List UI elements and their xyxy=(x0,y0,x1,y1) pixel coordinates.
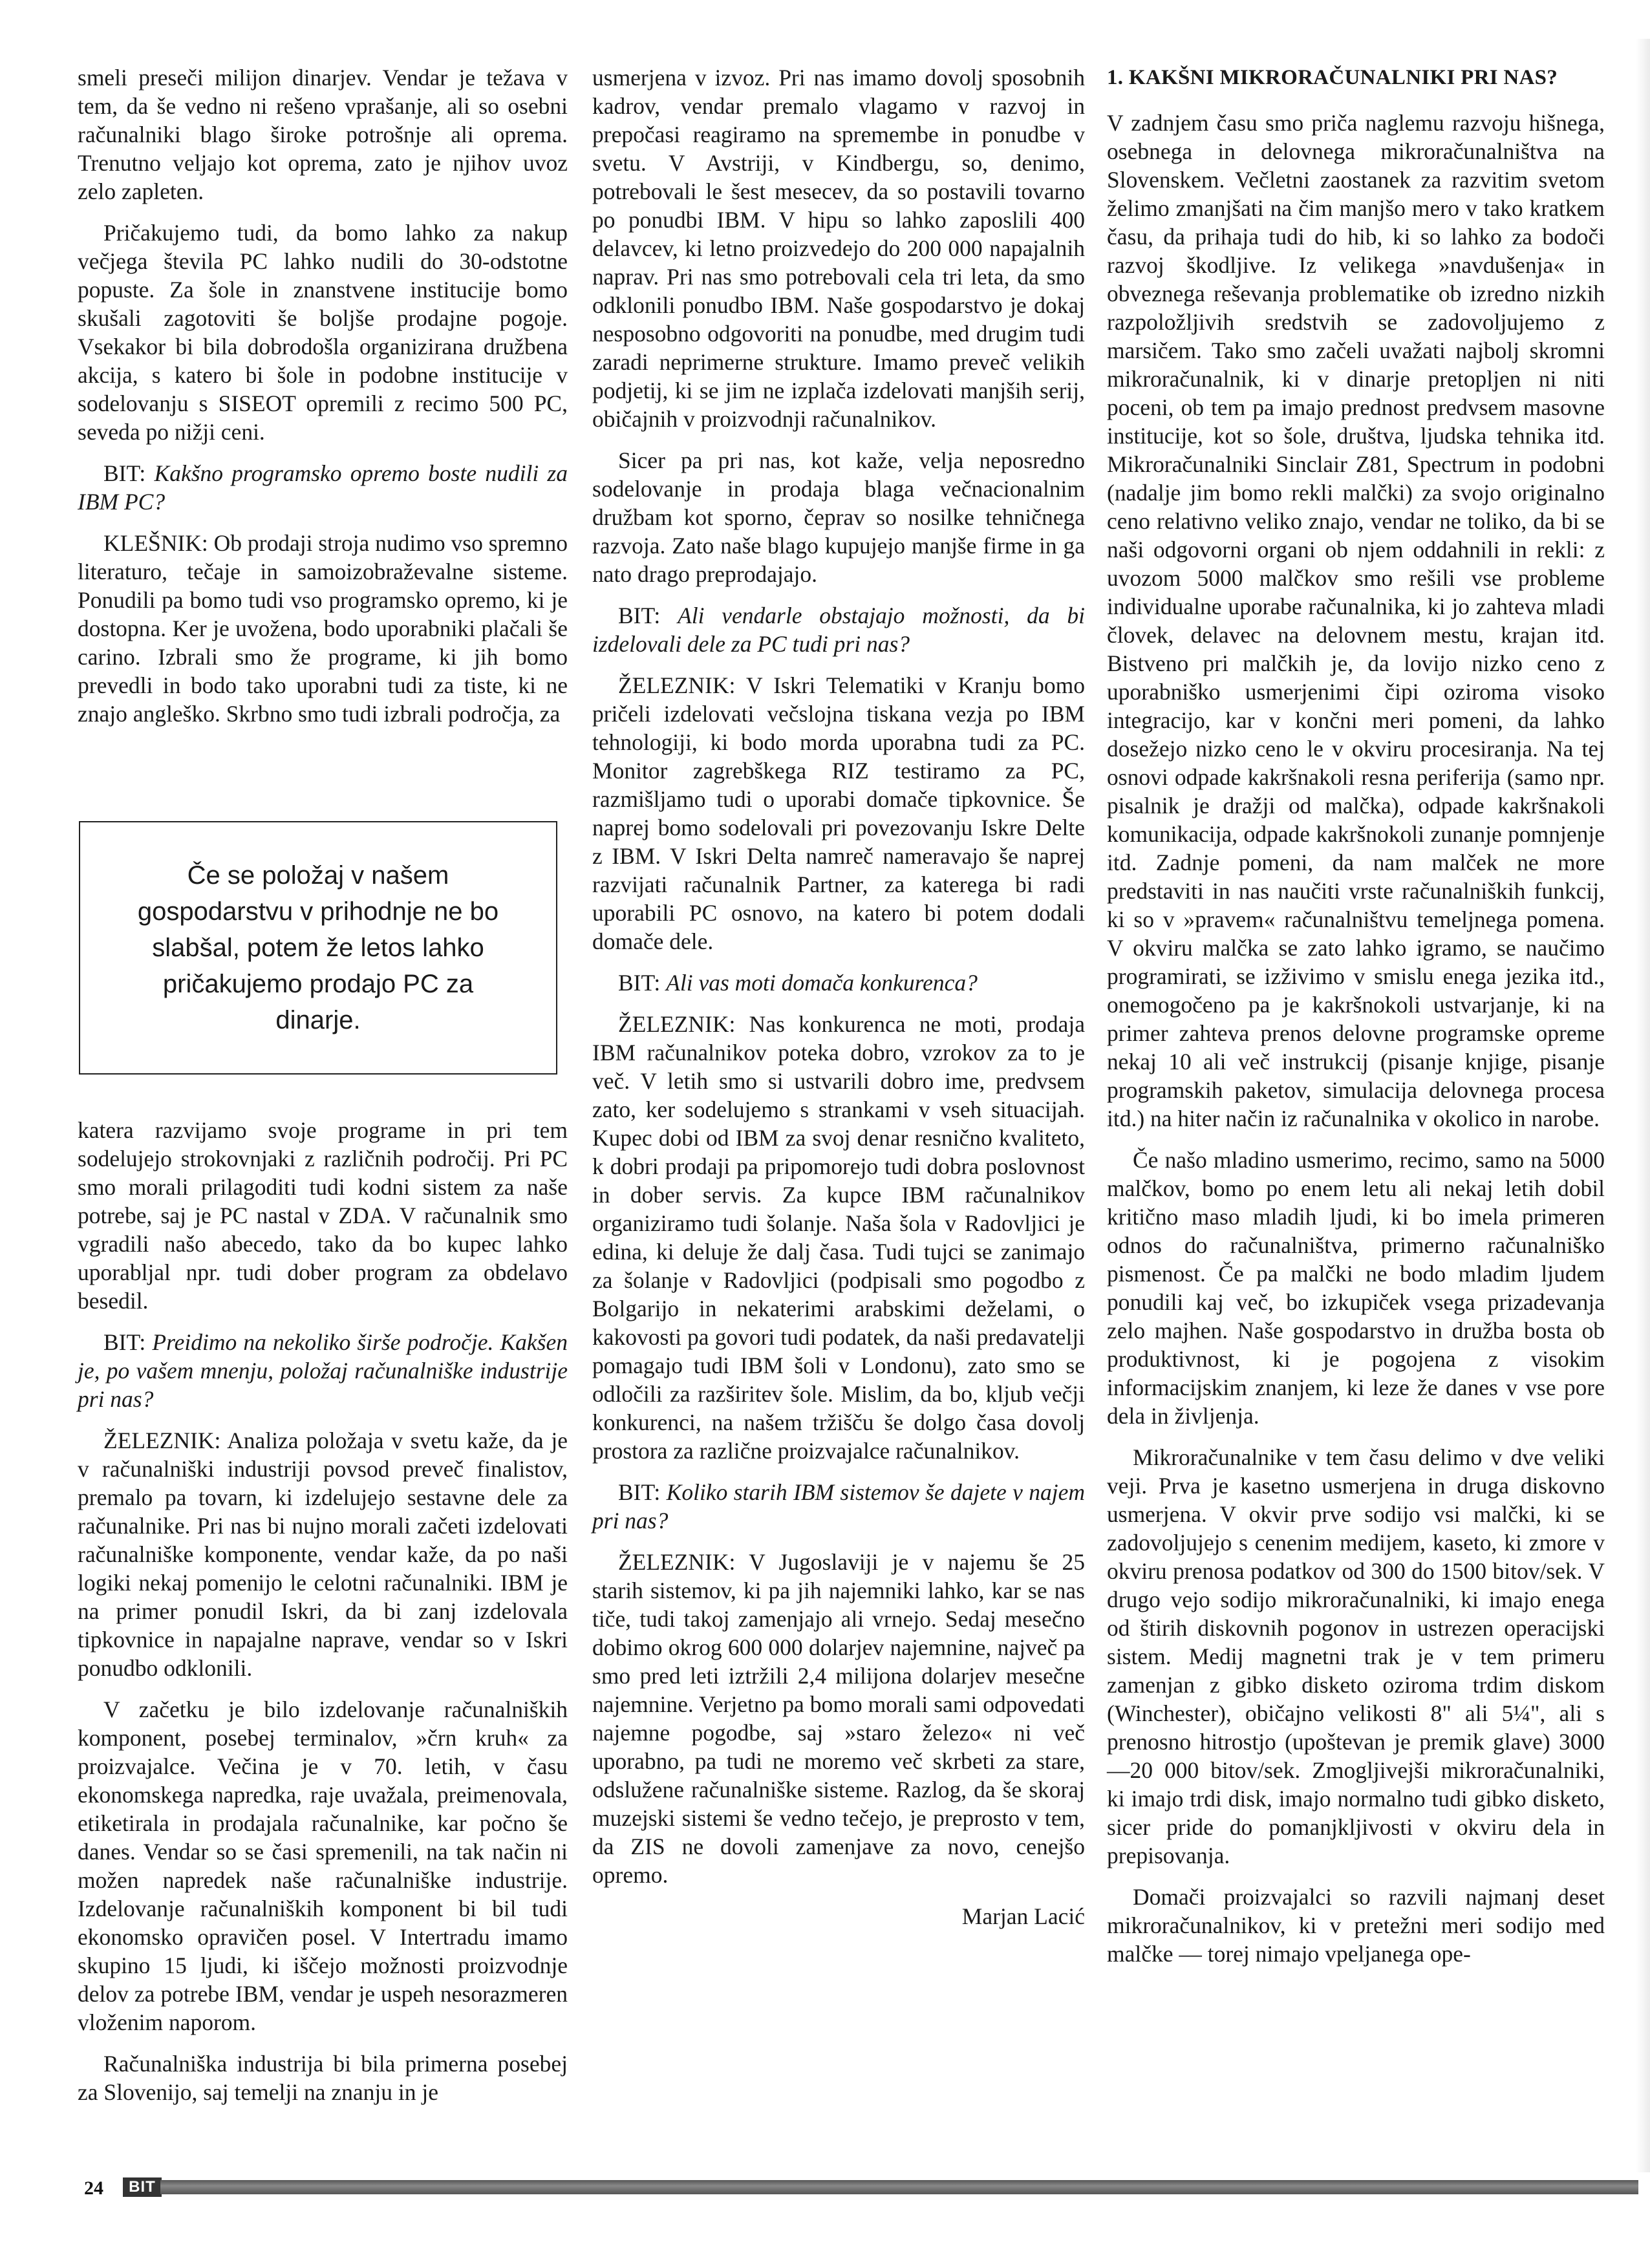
paragraph: smeli preseči milijon dinarjev. Vendar je težava v tem, da še vedno ni rešeno vprašanje, ali so osebni računalniki blago široke potrošnje ali oprema. Trenutno veljajo kot oprema, zato je njihov uvoz zelo zapleten. xyxy=(78,65,568,204)
page-footer xyxy=(0,2177,1650,2197)
paragraph: V zadnjem času smo priča naglemu razvoju hišnega, osebnega in delovnega mikroračunalništva na Slovenskem. Večletni zaostanek za razvitim svetom želimo zmanjšati na čim manjšo mero v tako kratkem času, da prihaja tudi do hib, ki so lahko za bodoči razvoj škodljive. Iz velikega »navdušenja« in obveznega reševanja problematike ob izredno nizkih razpoložljivih sredstvih se zadovoljujemo z marsičem. Tako smo začeli uvažati najbolj skromni mikroračunalnik, ki v dinarje pretopljen ni niti poceni, ob tem pa imajo prednost predvsem masovne institucije, kot so šole, društva, ljudska tehnika itd. Mikroračunalniki Sinclair Z81, Spectrum in podobni (nadalje jim bomo rekli malčki) za svojo originalno ceno relativno veliko znajo, vendar ne toliko, da bi se naši odgovorni organi ob njem oddahnili in rekli: z uvozom 5000 malčkov smo rešili vse probleme individualne uporabe računalnika, ki jo zahteva mladi človek, delavec na delovnem mestu, krajan itd. Bistveno pri malčkih je, da lovijo nizko ceno z uporabniško usmerjenimi čipi oziroma visoko integracijo, kar v končni meri pomeni, da lahko dosežejo nizko ceno le v okviru procesiranja. Na tej osnovi odpade kakršnakoli resna periferija (samo npr. pisalnik je dražji od malčka), odpade kakršnakoli komunikacija, odpade kakršnokoli zunanje pomnjenje itd. Zadnje pomeni, da nam malček ne more predstaviti in nas naučiti vrste računalniških funkcij, ki so v »pravem« računalništvu temeljnega pomena. V okviru malčka se zato lahko igramo, se naučimo programirati, se izživimo v smislu enega jezika itd., onemogočeno pa je kakršnokoli ustvarjanje, ki na primer zahteva prenos delovne programske opreme nekaj 10 ali več instrukcij (pisanje knjige, pisanje programskih paketov, simulacija delovnega procesa itd.) na hiter način iz računalnika v okolico in narobe. xyxy=(1107,110,1605,1131)
column-left xyxy=(78,63,568,741)
question-speaker: BIT: xyxy=(618,603,661,628)
interview-question xyxy=(592,968,1085,997)
paragraph: ŽELEZNIK: V Jugoslaviji je v najemu še 25 starih sistemov, ki pa jih najemniki lahko, kar se nas tiče, tudi takoj zamenjajo ali vrnejo. Sedaj mesečno dobimo okrog 600 000 dolarjev najemnine, največ pa smo pred leti iztržili 2,4 milijona dolarjev mesečne najemnine. Verjetno pa bomo morali sami odpovedati najemne pogodbe, saj »staro železo« ni več uporabno, pa tudi ne moremo več skrbeti za stare, odslužene računalniške sisteme. Razlog, da še skoraj muzejski sistemi še vedno tečejo, je preprosto v tem, da ZIS ne dovoli zamenjave za novo, cenejšo opremo. xyxy=(592,1549,1085,1888)
column-middle xyxy=(592,63,1085,1943)
author-signature: Marjan Lacić xyxy=(961,1903,1085,1929)
interview-question xyxy=(592,601,1085,658)
pull-quote-text: Če se položaj v našem gospodarstvu v prihodnje ne bo slabšal, potem že letos lahko pričakujemo prodajo PC za dinarje. xyxy=(137,861,499,1034)
paragraph: katera razvijamo svoje programe in pri tem sodelujejo strokovnjaki z različnih področij. Pri PC smo morali prilagoditi tudi kodni sistem za naše potrebe, saj je PC nastal v ZDA. V računalnik smo vgradili našo abecedo, tako da bo kupec lahko uporabljal npr. tudi dober program za obdelavo besedil. xyxy=(78,1117,568,1314)
paragraph: Če našo mladino usmerimo, recimo, samo na 5000 malčkov, bomo po enem letu ali nekaj letih dobil kritično maso mladih ljudi, ki bo imela primeren odnos do računalništva, primerno računalniško pismenost. Če pa malčki ne bodo mladim ljudem ponudili kaj več, bo izkupiček vsega prizadevanja zelo majhen. Naše gospodarstvo in družba bosta ob produktivnost, ki je pogojena z visokim informacijskim znanjem, ki leze že danes v vse pore dela in življenja. xyxy=(1107,1147,1605,1429)
interview-question xyxy=(592,1478,1085,1535)
paragraph: Domači proizvajalci so razvili najmanj deset mikroračunalnikov, ki v pretežni meri sodijo med malčke — torej nimajo vpeljanega ope- xyxy=(1107,1884,1605,1967)
magazine-logo: BIT xyxy=(123,2177,162,2197)
question-speaker: BIT: xyxy=(103,1329,146,1355)
question-text: Kakšno programsko opremo boste nudili za IBM PC? xyxy=(78,460,568,515)
paragraph: usmerjena v izvoz. Pri nas imamo dovolj sposobnih kadrov, vendar premalo vlagamo v razvoj in prepočasi reagiramo na spremembe in ponudbe v svetu. V Avstriji, v Kindbergu, so, denimo, potrebovali le šest mesecev, da so postavili tovarno po ponudbi IBM. V hipu so lahko zaposlili 400 delavcev, ki letno proizvedejo do 200 000 napajalnih naprav. Pri nas smo potrebovali cela tri leta, da smo odklonili ponudbo IBM. Naše gospodarstvo je dokaj nesposobno odgovoriti na ponudbe, med drugim tudi zaradi neprimerne strukture. Imamo preveč velikih podjetij, ki se jim ne izplača izdelovati manjših serij, običajnih v proizvodnji računalnikov. xyxy=(592,65,1085,432)
question-text: Ali vas moti domača konkurenca? xyxy=(666,970,978,996)
paragraph: Sicer pa pri nas, kot kaže, velja neposredno sodelovanje in prodaja blaga večnacionalnim družbam kot sporno, čeprav so nosilke tehničnega razvoja. Zato naše blago kupujejo manjše firme in ga nato drago preprodajajo. xyxy=(592,447,1085,587)
page-edge-shadow xyxy=(1636,39,1650,2172)
pull-quote-box xyxy=(79,821,557,1075)
paragraph: KLEŠNIK: Ob prodaji stroja nudimo vso spremno literaturo, tečaje in samoizobraževalne sisteme. Ponudili pa bomo tudi vso programsko opremo, ki je dostopna. Ker je uvožena, bodo uporabniki plačali še carino. Izbrali smo že programe, ki jih bomo prevedli in bodo tako uporabni tudi za tiste, ki ne znajo angleško. Skrbno smo tudi izbrali področja, za xyxy=(78,530,568,727)
question-speaker: BIT: xyxy=(103,460,146,486)
paragraph: Računalniška industrija bi bila primerna posebej za Slovenijo, saj temelji na znanju in je xyxy=(78,2051,568,2105)
question-text: Ali vendarle obstajajo možnosti, da bi izdelovali dele za PC tudi pri nas? xyxy=(592,603,1086,657)
paragraph: V začetku je bilo izdelovanje računalniških komponent, posebej terminalov, »črn kruh« za proizvajalce. Večina je v 70. letih, v času ekonomskega napredka, raje uvažala, preimenovala, etiketirala in prodajala računalnike, kar počno še danes. Vendar so se časi spremenili, na tak način ni možen napredek naše računalniške industrije. Izdelovanje računalniških komponent bi bil tudi ekonomsko opravičen posel. V Intertradu imamo skupino 15 ljudi, ki iščejo možnosti proizvodnje delov za potrebe IBM, vendar je uspeh nesorazmeren vloženim naporom. xyxy=(78,1696,568,2035)
interview-question xyxy=(78,1328,568,1413)
page-number: 24 xyxy=(84,2177,103,2199)
interview-question xyxy=(78,459,568,516)
column-right xyxy=(1107,63,1605,1981)
paragraph: Pričakujemo tudi, da bomo lahko za nakup večjega števila PC lahko nudili do 30-odstotne popuste. Za šole in znanstvene institucije bomo skušali zagotoviti še boljše prodajne pogoje. Vsekakor bi bila dobrodošla organizirana družbena akcija, s katero bi šole in podobne institucije v sodelovanju s SISEOT opremili z recimo 500 PC, seveda po nižji ceni. xyxy=(78,220,568,445)
column-left-continued xyxy=(78,1116,568,2119)
footer-rule xyxy=(160,2180,1638,2194)
question-text: Koliko starih IBM sistemov še dajete v najem pri nas? xyxy=(592,1479,1086,1534)
paragraph: ŽELEZNIK: Analiza položaja v svetu kaže, da je v računalniški industriji povsod preveč finalistov, premalo pa tovarn, ki izdelujejo sestavne dele za računalnike. Pri nas bi nujno morali začeti izdelovati računalniške komponente, vendar kaže, da po naši logiki nekaj pomenijo le celotni računalniki. IBM je na primer ponudil Iskri, da bi zanj izdelovala tipkovnice in napajalne naprave, vendar so v Iskri ponudbo odklonili. xyxy=(78,1428,568,1681)
question-speaker: BIT: xyxy=(618,970,661,996)
question-text: Preidimo na nekoliko širše področje. Kakšen je, po vašem mnenju, položaj računalniške industrije pri nas? xyxy=(78,1329,568,1412)
paragraph: Mikroračunalnike v tem času delimo v dve veliki veji. Prva je kasetno usmerjena in druga diskovno usmerjena. V okvir prve sodijo vsi malčki, ki se zadovoljujejo s cenenim medijem, kaseto, ki zmore v okviru prenosa podatkov od 300 do 1500 bitov/sek. V drugo vejo sodijo mikroračunalniki, ki imajo enega od štirih diskovnih pogonov in ustrezen operacijski sistem. Medij magnetni trak je v tem primeru zamenjan z gibko disketo oziroma trdim diskom (Winchester), običajno velikosti 8" ali 5¼", ali s prenosno hitrostjo (upoštevan je premik glave) 3000—20 000 bitov/sek. Zmogljivejši mikroračunalniki, ki imajo trdi disk, imajo normalno tudi gibko disketo, sicer pride do pomanjkljivosti v okviru dela in prepisovanja. xyxy=(1107,1444,1605,1868)
section-heading: 1. KAKŠNI MIKRORAČUNALNIKI PRI NAS? xyxy=(1107,66,1558,89)
paragraph: ŽELEZNIK: Nas konkurenca ne moti, prodaja IBM računalnikov poteka dobro, vzrokov za to je več. V letih smo si ustvarili dobro ime, predvsem zato, ker sodelujemo s strankami v vseh situacijah. Kupec dobi od IBM za svoj denar resnično kvaliteto, k dobri prodaji pa pripomorejo tudi dobra poslovnost in dober servis. Za kupce IBM računalnikov organiziramo tudi šolanje. Naša šola v Radovljici je edina, ki deluje že dalj časa. Tudi tujci se zanimajo za šolanje v Radovljici (podpisali smo pogodbo z Bolgarijo in nekaterimi arabskimi deželami, o kakovosti pa govori tudi podatek, da naši predavatelji pomagajo tudi IBM šoli v Londonu), zato smo se odločili za razširitev šole. Mislim, da bo, kljub večji konkurenci, na našem tržišču še dolgo časa dovolj prostora za različne proizvajalce računalnikov. xyxy=(592,1011,1085,1464)
paragraph: ŽELEZNIK: V Iskri Telematiki v Kranju bomo pričeli izdelovati večslojna tiskana vezja po IBM tehnologiji, ki bodo morda uporabna tudi za PC. Monitor zagrebškega RIZ testiramo za PC, razmišljamo tudi o uporabi domače tipkovnice. Še naprej bomo sodelovali pri povezovanju Iskre Delte z IBM. V Iskri Delta namreč nameravajo še naprej razvijati računalnik Partner, za katerega bi radi uporabili PC osnovo, na katero bi potem dodali domače dele. xyxy=(592,672,1085,954)
question-speaker: BIT: xyxy=(618,1479,661,1505)
